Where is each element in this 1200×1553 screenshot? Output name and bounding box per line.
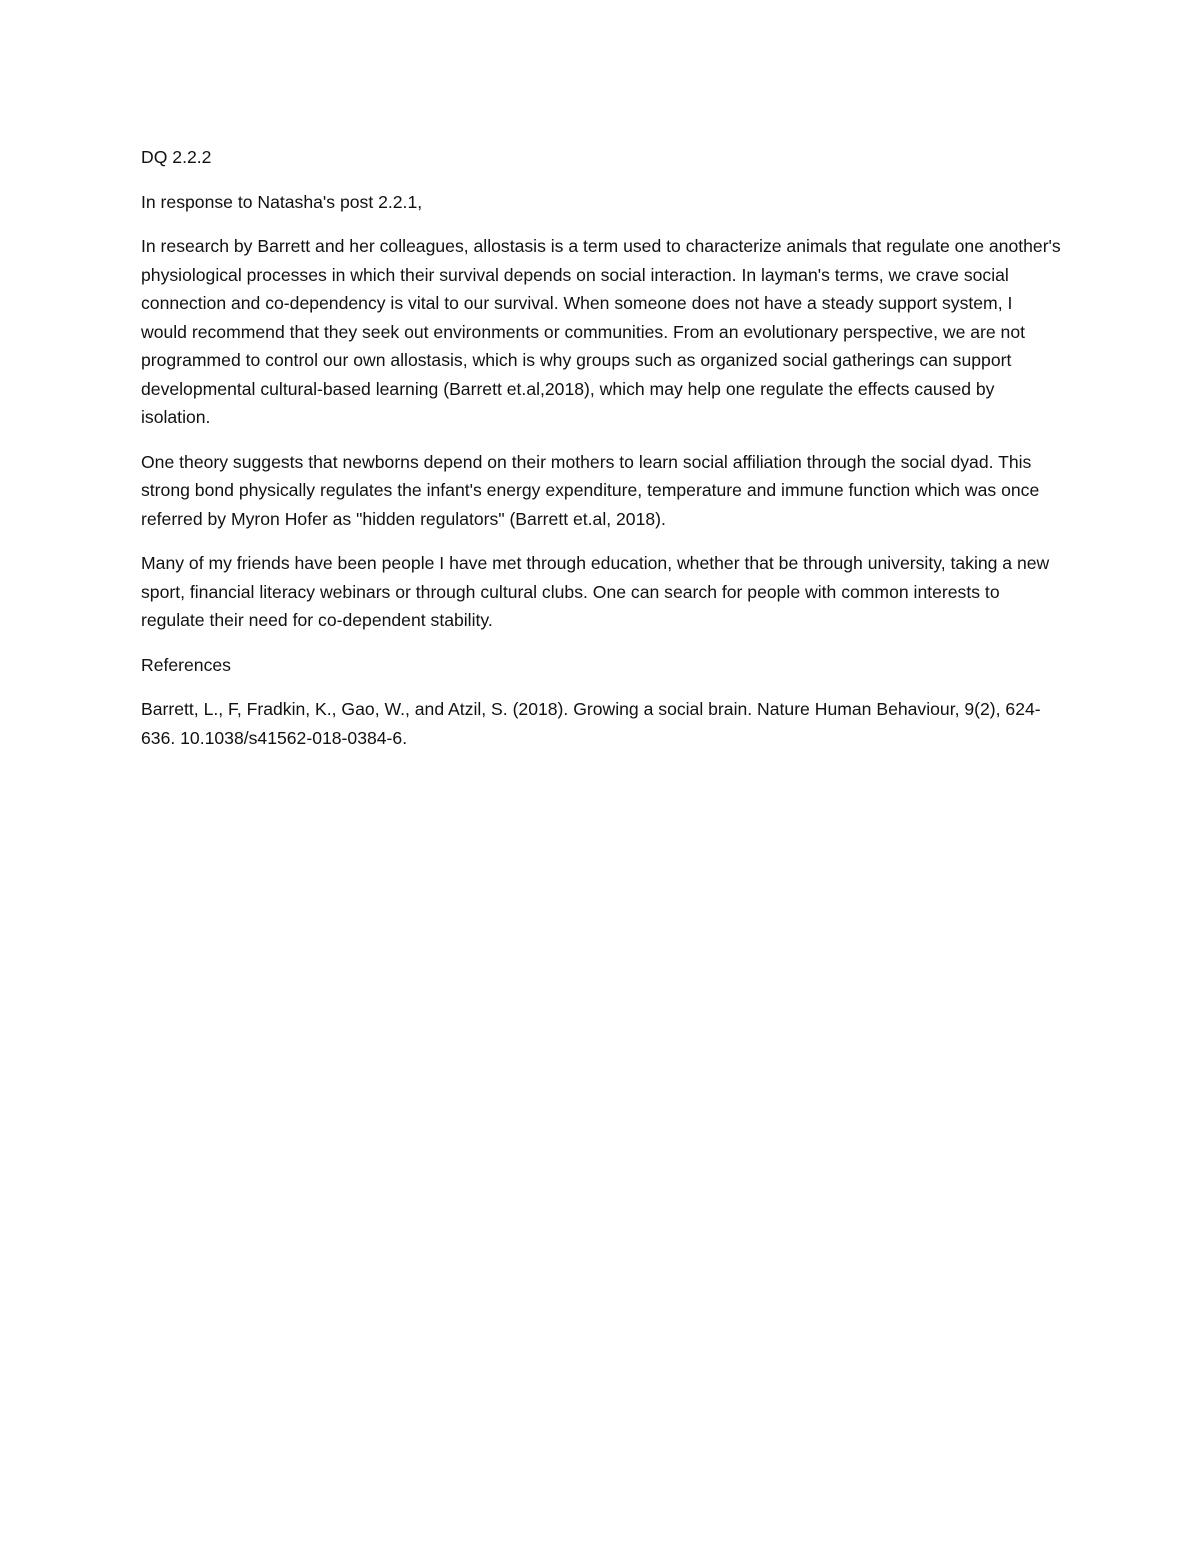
reference-entry: Barrett, L., F, Fradkin, K., Gao, W., and Atzil, S. (2018). Growing a social brain. Nature Human Behaviour, 9(2), 624-636. 10.1038/s41562-018-0384-6. xyxy=(141,699,1041,748)
body-paragraph: Many of my friends have been people I have met through education, whether that be through university, taking a new sport, financial literacy webinars or through cultural clubs. One can search for people with common interests to regulate their need for co-dependent stability. xyxy=(141,553,1050,630)
document-body xyxy=(141,143,1061,768)
body-paragraph: In research by Barrett and her colleagues, allostasis is a term used to characterize animals that regulate one another's physiological processes in which their survival depends on social interaction. In layman's terms, we crave social connection and co-dependency is vital to our survival. When someone does not have a steady support system, I would recommend that they seek out environments or communities. From an evolutionary perspective, we are not programmed to control our own allostasis, which is why groups such as organized social gatherings can support developmental cultural-based learning (Barrett et.al,2018), which may help one regulate the effects caused by isolation. xyxy=(141,236,1061,427)
document-heading: DQ 2.2.2 xyxy=(141,147,212,167)
body-paragraph: One theory suggests that newborns depend on their mothers to learn social affiliation through the social dyad. This strong bond physically regulates the infant's energy expenditure, temperature and immune function which was once referred by Myron Hofer as "hidden regulators" (Barrett et.al, 2018). xyxy=(141,451,1040,529)
document-salutation: In response to Natasha's post 2.2.1, xyxy=(141,191,423,212)
references-heading: References xyxy=(141,654,231,675)
